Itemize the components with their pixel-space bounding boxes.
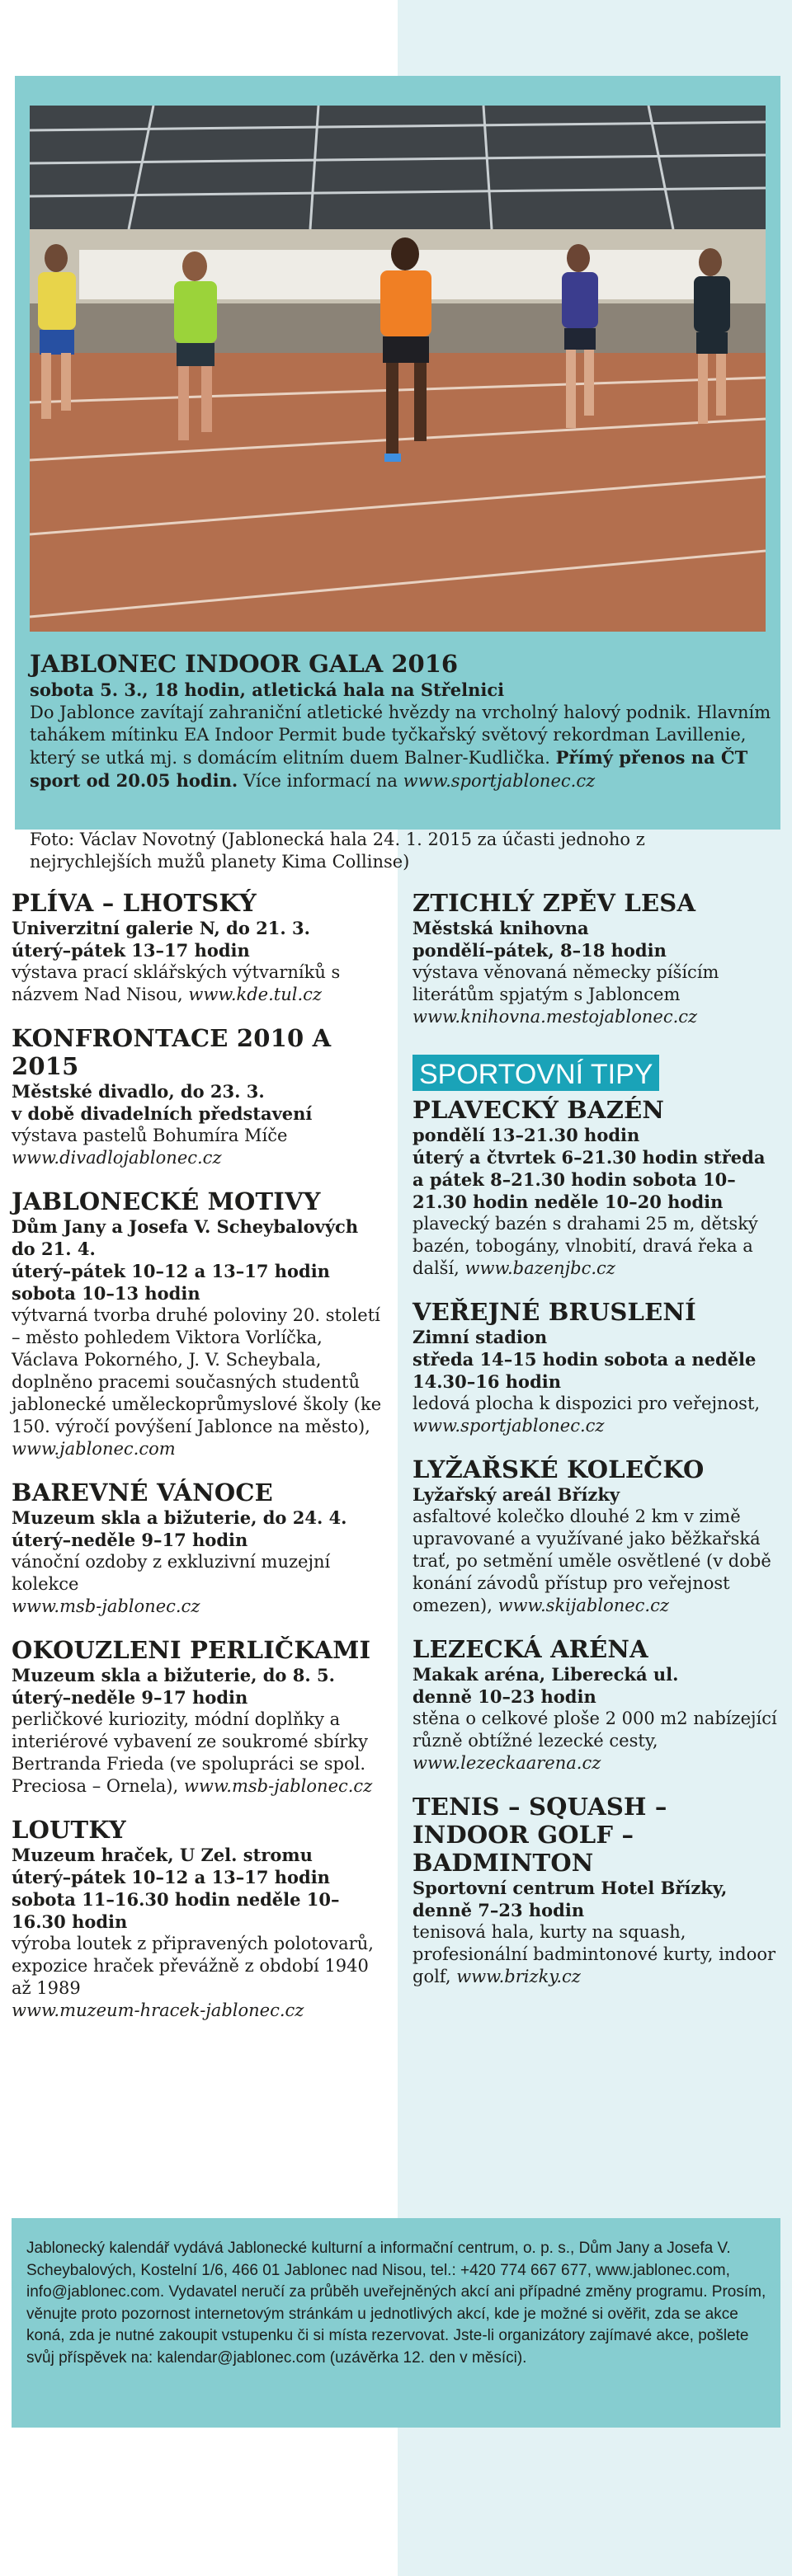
event-link[interactable]: www.jablonec.com xyxy=(12,1439,176,1459)
event-item xyxy=(412,1793,782,1988)
event-title: ZTICHLÝ ZPĚV LESA xyxy=(412,889,696,917)
event-link[interactable]: www.skijablonec.cz xyxy=(497,1596,669,1615)
event-description: výroba loutek z připravených polotovarů, expozice hraček převážně z období 1940 až 1989 xyxy=(12,1934,374,1998)
feature-box xyxy=(15,76,780,872)
event-link[interactable]: www.bazenjbc.cz xyxy=(464,1258,615,1278)
gala-description xyxy=(30,702,772,792)
event-description: výstava prací sklářských výtvarníků s názvem Nad Nisou, www.kde.tul.cz xyxy=(12,962,341,1004)
event-description: výstava pastelů Bohumíra Míče xyxy=(12,1126,288,1145)
event-venue: Makak aréna, Liberecká ul. xyxy=(412,1664,679,1685)
event-title: KONFRONTACE 2010 A 2015 xyxy=(12,1024,332,1080)
event-link[interactable]: www.kde.tul.cz xyxy=(188,985,322,1004)
event-item xyxy=(12,1478,384,1618)
event-description: asfaltové kolečko dlouhé 2 km v zimě upravované a využívané jako běžkařská trať, po setmění uměle osvětlené (v době konání závodů přístup pro veřejnost omezen), www.skijablonec.cz xyxy=(412,1507,771,1615)
event-venue: Muzeum skla a bižuterie, do 24. 4. xyxy=(12,1507,347,1528)
event-hours: středa 14–15 hodin sobota a neděle 14.30–16 hodin xyxy=(412,1349,757,1392)
event-item xyxy=(12,1636,384,1798)
publisher-info-text: Jablonecký kalendář vydává Jablonecké kulturní a informační centrum, o. p. s., Dům Jany a Josefa V. Scheybalových, Kostelní 1/6, 466 01 Jablonec nad Nisou, tel.: +420 774 667 677, www.jablonec.com, info@jablonec.com. Vydavatel neručí za průběh uveřejněných akcí ani případné změny programu. Prosím, věnujte proto pozornost internetovým stránkám u jednotlivých akcí, kde je možné si ověřit, zda se akce koná, zda je nutné zakoupit vstupenku či si místa rezervovat. Jste-li organizátory zajímavé akce, pošlete svůj příspěvek na: kalendar@jablonec.com (uzávěrka 12. den v měsíci). xyxy=(26,2240,766,2367)
event-link[interactable]: www.sportjablonec.cz xyxy=(412,1416,605,1436)
sport-tips-heading: SPORTOVNÍ TIPY xyxy=(412,1055,659,1091)
gala-more-link[interactable]: www.sportjablonec.cz xyxy=(403,771,596,791)
event-venue: Zimní stadion xyxy=(412,1327,548,1347)
event-item xyxy=(12,1024,384,1169)
event-description: tenisová hala, kurty na squash, profesionální badmintonové kurty, indoor golf, www.brizky.cz xyxy=(412,1922,776,1986)
event-hours: úterý–pátek 13–17 hodin xyxy=(12,940,250,961)
event-title: TENIS – SQUASH – INDOOR GOLF – BADMINTON xyxy=(412,1793,667,1877)
event-title: PLAVECKÝ BAZÉN xyxy=(412,1096,665,1124)
event-hours: denně 10–23 hodin xyxy=(412,1686,596,1707)
event-hours: úterý a čtvrtek 6–21.30 hodin středa a pátek 8–21.30 hodin sobota 10–21.30 hodin neděle 10–20 hodin xyxy=(412,1147,766,1212)
athletics-photo xyxy=(30,106,766,632)
event-title: BAREVNÉ VÁNOCE xyxy=(12,1478,273,1507)
gala-title: JABLONEC INDOOR GALA 2016 xyxy=(30,650,459,678)
event-hours: denně 7–23 hodin xyxy=(412,1900,585,1920)
event-link[interactable]: www.muzeum-hracek-jablonec.cz xyxy=(12,2000,304,2020)
right-column xyxy=(412,889,782,2006)
event-description: výtvarná tvorba druhé poloviny 20. století – město pohledem Viktora Vorlíčka, Václava Pokorného, J. V. Scheybala, doplněno pracemi současných studentů jablonecké uměleckoprůmyslové školy (ke 150. výročí povýšení Jablonce na město), www.jablonec.com xyxy=(12,1305,382,1459)
event-item xyxy=(412,1298,782,1437)
event-item xyxy=(12,1816,384,2022)
event-hours: úterý–neděle 9–17 hodin xyxy=(12,1687,248,1708)
gala-text: Do Jablonce zavítají zahraniční atletické hvězdy na vrcholný halový podnik. Hlavním tahákem mítinku EA Indoor Permit bude tyčkařský světový rekordman Lavillenie, který se utká mj. s domácím elitním duem Balner-Kudlička. xyxy=(30,703,771,768)
event-venue: Městská knihovna xyxy=(412,918,589,938)
event-venue: pondělí 13–21.30 hodin xyxy=(412,1125,640,1145)
event-title: JABLONECKÉ MOTIVY xyxy=(12,1187,321,1215)
gala-subtitle: sobota 5. 3., 18 hodin, atletická hala na Střelnici xyxy=(30,679,505,700)
event-hours: pondělí–pátek, 8–18 hodin xyxy=(412,940,667,961)
event-venue: Dům Jany a Josefa V. Scheybalových do 21. 4. xyxy=(12,1216,359,1259)
event-venue: Městské divadlo, do 23. 3. xyxy=(12,1081,265,1102)
gala-more-label: Více informací na xyxy=(243,771,398,791)
event-venue: Univerzitní galerie N, do 21. 3. xyxy=(12,918,310,938)
event-hours: úterý–neděle 9–17 hodin xyxy=(12,1530,248,1550)
event-link[interactable]: www.msb-jablonec.cz xyxy=(183,1776,373,1796)
event-title: PLÍVA – LHOTSKÝ xyxy=(12,889,257,917)
event-item xyxy=(412,1455,782,1617)
event-description: plavecký bazén s drahami 25 m, dětský bazén, tobogány, vlnobití, dravá řeka a další, www.bazenjbc.cz xyxy=(412,1214,758,1278)
event-hours: úterý–pátek 10–12 a 13–17 hodin sobota 10–13 hodin xyxy=(12,1261,330,1304)
event-title: OKOUZLENI PERLIČKAMI xyxy=(12,1636,371,1664)
gala-highlight: Přímý přenos na ČT sport od 20.05 hodin. xyxy=(30,747,748,791)
event-description: ledová plocha k dispozici pro veřejnost, www.sportjablonec.cz xyxy=(412,1394,761,1436)
event-description: výstava věnovaná německy píšícím literátům spjatým s Jabloncem xyxy=(412,962,719,1004)
event-title: LYŽAŘSKÉ KOLEČKO xyxy=(412,1455,705,1483)
event-link[interactable]: www.lezeckaarena.cz xyxy=(412,1753,601,1773)
event-venue: Muzeum skla a bižuterie, do 8. 5. xyxy=(12,1665,335,1685)
event-description: stěna o celkové ploše 2 000 m2 nabízející různě obtížné lezecké cesty, www.lezeckaarena.cz xyxy=(412,1709,777,1773)
event-item xyxy=(412,1635,782,1775)
publisher-info-box xyxy=(12,2218,780,2428)
event-title: LEZECKÁ ARÉNA xyxy=(412,1635,648,1663)
event-link[interactable]: www.knihovna.mestojablonec.cz xyxy=(412,1007,698,1027)
event-title: LOUTKY xyxy=(12,1816,126,1844)
event-description: perličkové kuriozity, módní doplňky a interiérové vybavení ze soukromé sbírky Bertranda Frieda (ve spolupráci se spol. Preciosa – Ornela), www.msb-jablonec.cz xyxy=(12,1709,373,1796)
event-link[interactable]: www.divadlojablonec.cz xyxy=(12,1148,222,1168)
photo-caption: Foto: Václav Novotný (Jablonecká hala 24. 1. 2015 za účasti jednoho z nejrychlejších mužů planety Kima Collinse) xyxy=(30,830,645,872)
event-link[interactable]: www.brizky.cz xyxy=(456,1967,581,1986)
event-item xyxy=(12,889,384,1006)
left-column xyxy=(12,889,384,2040)
event-item xyxy=(12,1187,384,1460)
event-title: VEŘEJNÉ BRUSLENÍ xyxy=(412,1298,696,1326)
event-item xyxy=(412,889,782,1028)
athletics-photo-illustration xyxy=(30,106,766,632)
event-venue: Muzeum hraček, U Zel. stromu xyxy=(12,1845,313,1865)
event-hours: úterý–pátek 10–12 a 13–17 hodin sobota 11–16.30 hodin neděle 10–16.30 hodin xyxy=(12,1867,340,1932)
event-link[interactable]: www.msb-jablonec.cz xyxy=(12,1596,200,1616)
event-description: vánoční ozdoby z exkluzivní muzejní kolekce xyxy=(12,1552,331,1594)
event-hours: v době divadelních představení xyxy=(12,1103,313,1124)
event-venue: Lyžařský areál Břízky xyxy=(412,1484,620,1505)
event-venue: Sportovní centrum Hotel Břízky, xyxy=(412,1878,728,1898)
event-item xyxy=(412,1096,782,1280)
